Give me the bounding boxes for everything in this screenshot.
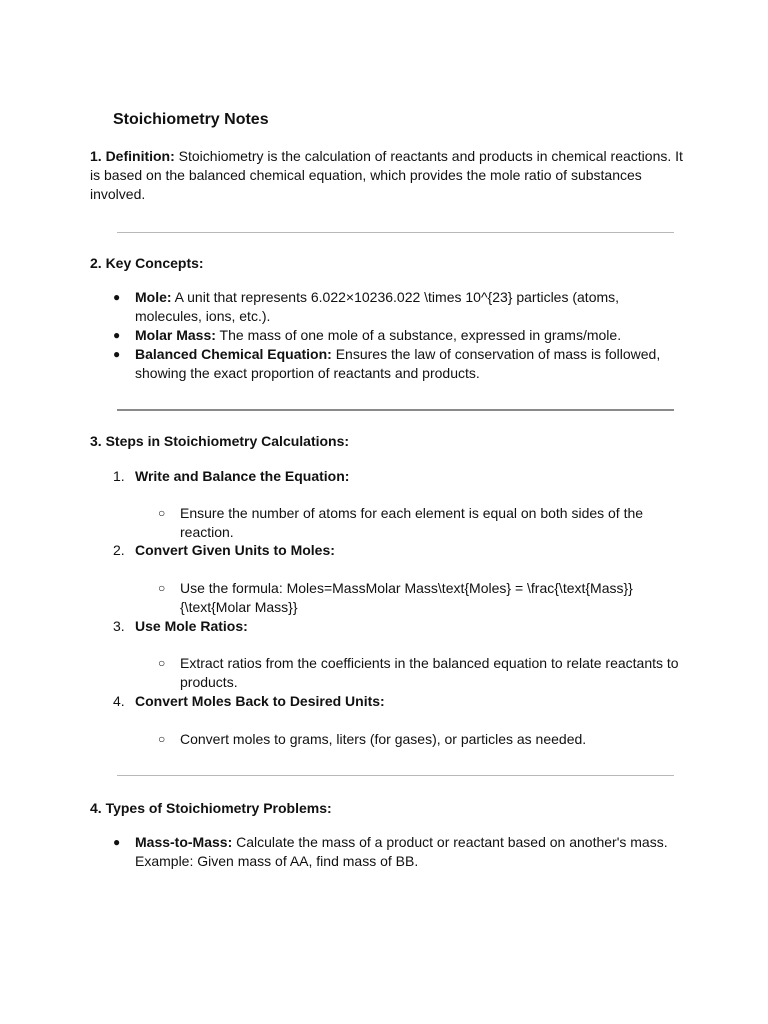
steps-heading: 3. Steps in Stoichiometry Calculations: [90,433,350,449]
step-number: 1. [113,468,125,484]
list-item [113,541,683,560]
circle-bullet-icon: ○ [158,581,166,595]
sub-item-text: Extract ratios from the coefficients in the balanced equation to relate reactants to products. [180,655,679,690]
step-label: Convert Moles Back to Desired Units: [135,693,385,709]
list-item [113,288,683,326]
circle-bullet-icon: ○ [158,656,166,670]
item-label: Mass-to-Mass: [135,834,233,850]
bullet-icon: ● [113,835,121,849]
step-number: 4. [113,693,125,709]
divider [117,775,674,776]
circle-bullet-icon: ○ [158,506,166,520]
list-item [113,345,683,383]
circle-bullet-icon: ○ [158,732,166,746]
list-item [113,833,683,871]
sub-item-text: Convert moles to grams, liters (for gases), or particles as needed. [180,731,587,747]
list-item [113,467,683,486]
step-label: Use Mole Ratios: [135,618,248,634]
item-text: The mass of one mole of a substance, expressed in grams/mole. [215,327,622,343]
definition-label: 1. Definition: [90,148,175,164]
list-item [113,692,683,711]
list-item [113,326,683,345]
divider [117,409,674,411]
list-item [113,617,683,636]
page-title: Stoichiometry Notes [113,111,269,128]
item-label: Molar Mass: [135,327,216,343]
item-label: Balanced Chemical Equation: [135,346,332,362]
sub-list-item [158,654,688,692]
step-number: 2. [113,542,125,558]
step-label: Write and Balance the Equation: [135,468,350,484]
sub-item-text: Use the formula: Moles=MassMolar Mass\text{Moles} = \frac{\text{Mass}}{\text{Molar Mass}} [180,580,633,615]
bullet-icon: ● [113,347,121,361]
bullet-icon: ● [113,290,121,304]
item-text: Calculate the mass of a product or reactant based on another's mass. Example: Given mass of AA, find mass of BB. [135,834,668,869]
item-label: Mole: [135,289,172,305]
step-number: 3. [113,618,125,634]
definition-text: Stoichiometry is the calculation of reactants and products in chemical reactions. It is based on the balanced chemical equation, which provides the mole ratio of substances involved. [90,148,683,202]
item-text: A unit that represents 6.022×10236.022 \times 10^{23} particles (atoms, molecules, ions, etc.). [135,289,620,324]
sub-list-item [158,579,688,617]
sub-item-text: Ensure the number of atoms for each element is equal on both sides of the reaction. [180,505,644,540]
divider [117,232,674,233]
step-label: Convert Given Units to Moles: [135,542,335,558]
key-concepts-heading: 2. Key Concepts: [90,255,204,271]
sub-list-item [158,504,688,542]
types-heading: 4. Types of Stoichiometry Problems: [90,800,332,816]
definition-paragraph [90,147,685,204]
bullet-icon: ● [113,328,121,342]
item-text: Ensures the law of conservation of mass is followed, showing the exact proportion of reactants and products. [135,346,661,381]
sub-list-item [158,730,688,749]
